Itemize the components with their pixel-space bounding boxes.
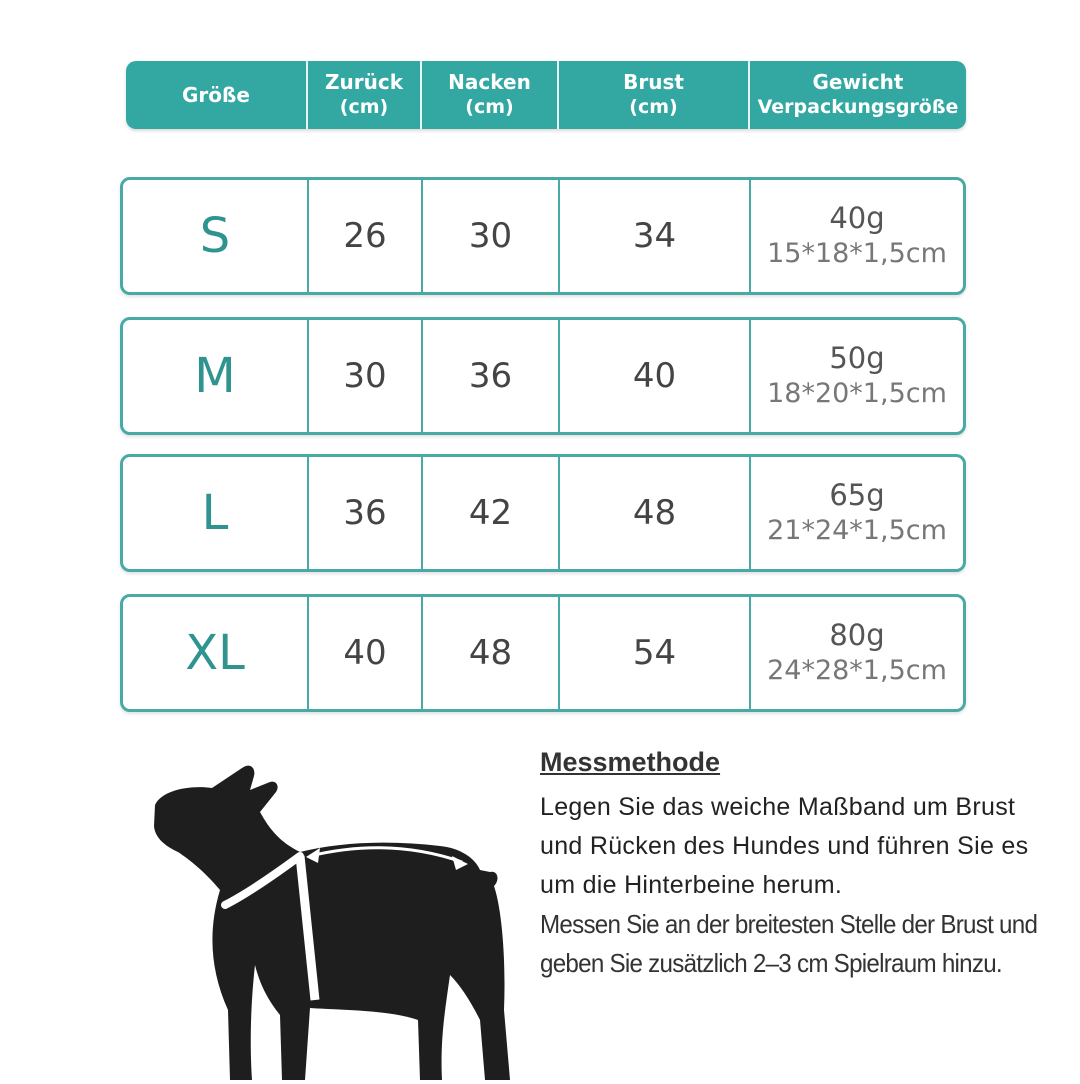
header-neck (422, 61, 559, 129)
size-label: M (194, 348, 236, 404)
weight-cell (751, 180, 963, 292)
method-title: Messmethode (540, 747, 721, 777)
back-value: 40 (343, 633, 387, 673)
package-size-value: 24*28*1,5cm (767, 655, 947, 686)
size-label: L (201, 485, 229, 541)
package-size-value: 18*20*1,5cm (767, 378, 947, 409)
back-cell (309, 457, 423, 569)
neck-value: 48 (468, 633, 513, 673)
weight-cell (751, 457, 963, 569)
neck-value: 42 (468, 493, 513, 533)
chest-value: 34 (632, 216, 677, 256)
header-weight-label: Gewicht (812, 70, 904, 94)
measurement-instructions (540, 744, 1060, 983)
size-cell (123, 457, 309, 569)
header-neck-label: Nacken (448, 70, 531, 94)
weight-value: 80g (829, 618, 885, 652)
package-size-value: 15*18*1,5cm (767, 238, 947, 269)
header-weight (750, 61, 966, 129)
size-row-s (120, 177, 966, 295)
back-value: 30 (343, 356, 387, 396)
size-row-l (120, 454, 966, 572)
size-table-header (126, 61, 966, 129)
weight-cell (751, 597, 963, 709)
size-label: XL (185, 625, 245, 681)
weight-value: 50g (829, 341, 885, 375)
header-size-label: Größe (182, 82, 250, 107)
neck-value: 30 (468, 216, 513, 256)
size-cell (123, 320, 309, 432)
dog-illustration (150, 760, 520, 1080)
back-cell (309, 597, 423, 709)
header-back (308, 61, 422, 129)
header-chest-unit: (cm) (629, 96, 678, 118)
size-row-m (120, 317, 966, 435)
chest-cell (560, 597, 751, 709)
chest-cell (560, 457, 751, 569)
neck-cell (423, 180, 560, 292)
weight-value: 40g (829, 201, 885, 235)
header-chest-label: Brust (623, 70, 684, 94)
chest-value: 54 (632, 633, 677, 673)
weight-cell (751, 320, 963, 432)
header-chest (559, 61, 750, 129)
method-paragraph-2: Messen Sie an der breitesten Stelle der Brust und geben Sie zusätzlich 2–3 cm Spielraum hinzu. (540, 909, 1038, 978)
back-value: 36 (343, 493, 387, 533)
header-back-unit: (cm) (339, 96, 389, 118)
chest-cell (560, 320, 751, 432)
method-paragraph-1: Legen Sie das weiche Maßband um Brust und Rücken des Hundes und führen Sie es um die Hinterbeine herum. (540, 793, 1029, 899)
neck-value: 36 (468, 356, 513, 396)
header-size (126, 61, 308, 129)
chest-cell (560, 180, 751, 292)
header-package-label: Verpackungsgröße (757, 96, 959, 118)
back-cell (309, 320, 423, 432)
neck-cell (423, 597, 560, 709)
header-back-label: Zurück (325, 70, 403, 94)
header-neck-unit: (cm) (465, 96, 514, 118)
size-cell (123, 180, 309, 292)
back-value: 26 (343, 216, 387, 256)
weight-value: 65g (829, 478, 885, 512)
package-size-value: 21*24*1,5cm (767, 515, 947, 546)
neck-cell (423, 320, 560, 432)
chest-value: 40 (632, 356, 677, 396)
neck-cell (423, 457, 560, 569)
size-label: S (199, 208, 231, 264)
back-cell (309, 180, 423, 292)
dog-silhouette-icon (150, 760, 520, 1080)
size-cell (123, 597, 309, 709)
chest-value: 48 (632, 493, 677, 533)
size-row-xl (120, 594, 966, 712)
